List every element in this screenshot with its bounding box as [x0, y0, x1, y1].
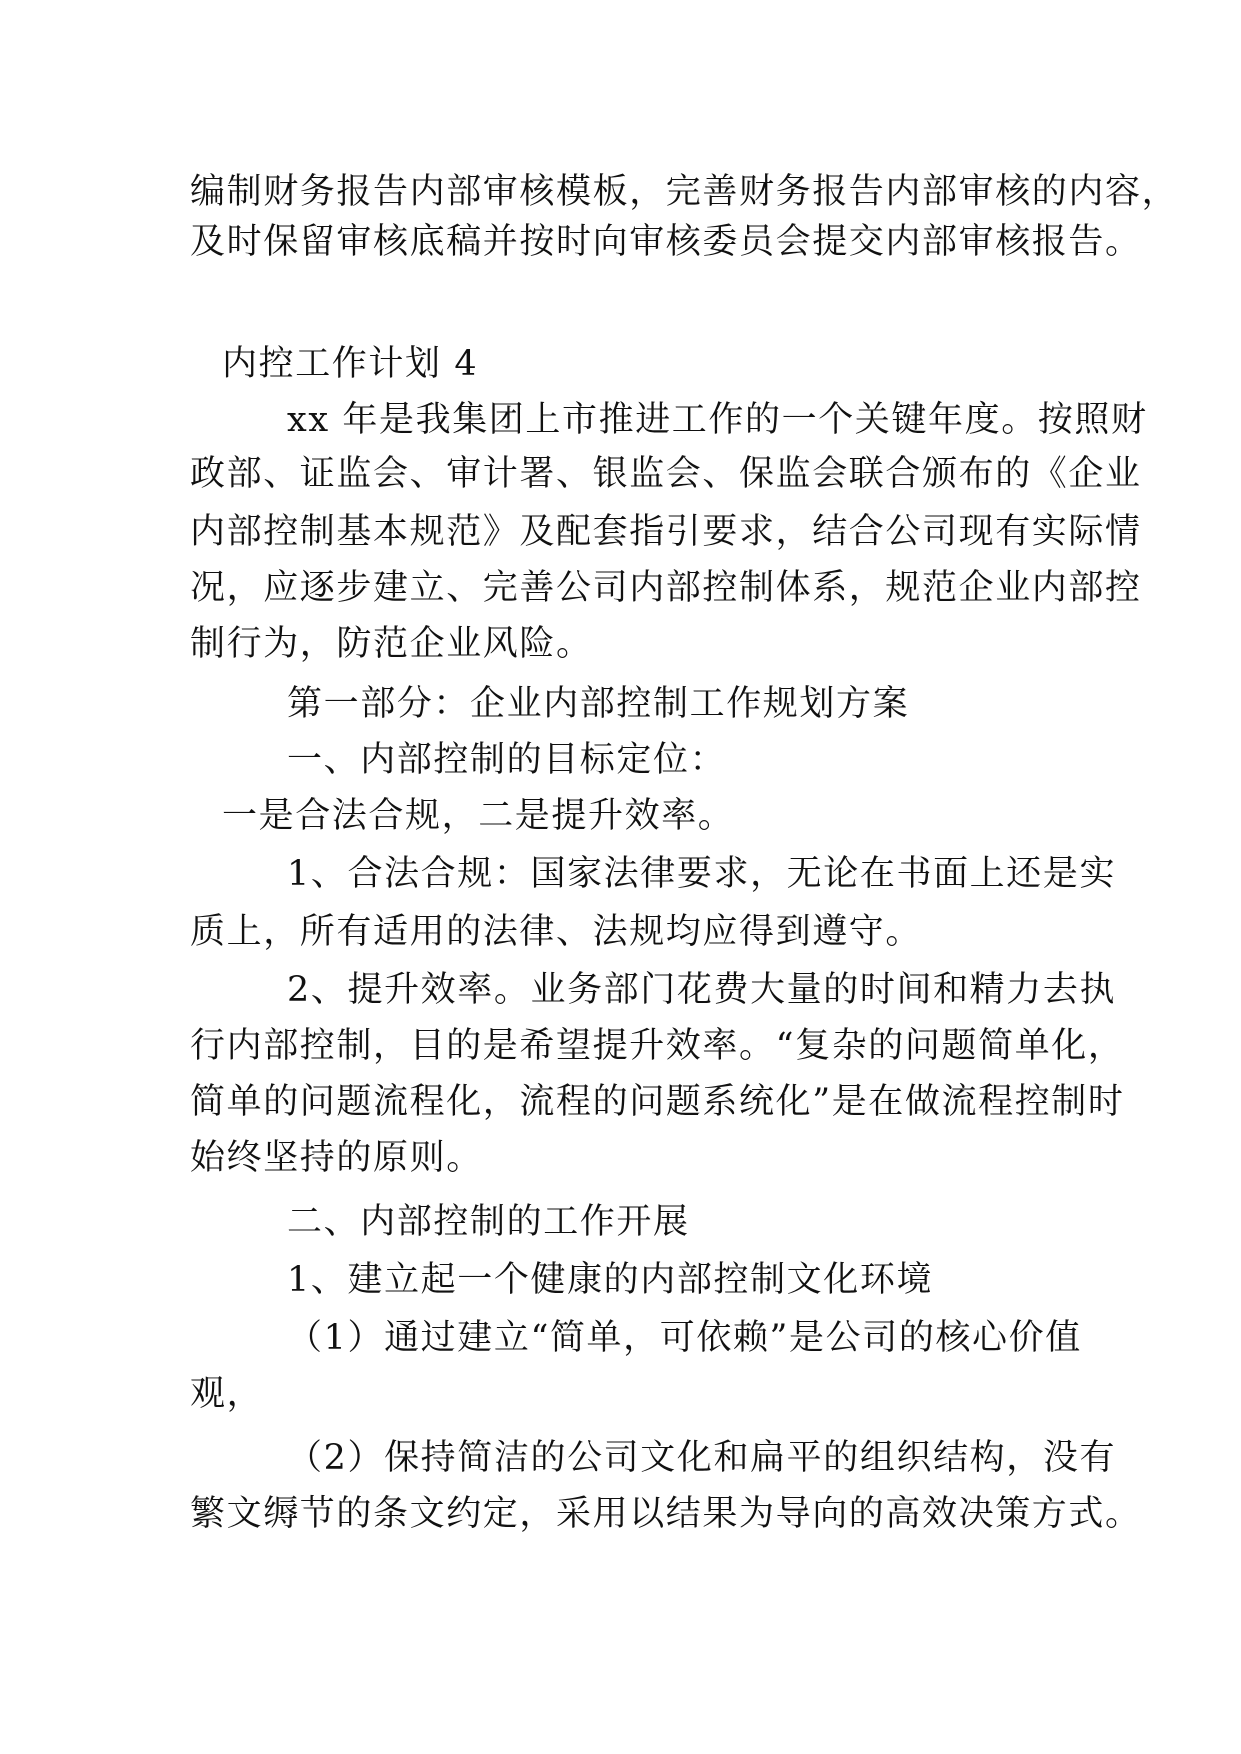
- subsection-2-item-1: 1、建立起一个健康的内部控制文化环境: [287, 1260, 934, 1300]
- intro-line-2: 及时保留审核底稿并按时向审核委员会提交内部审核报告。: [190, 222, 1142, 262]
- item-2-line-4: 始终坚持的原则。: [190, 1138, 483, 1178]
- paragraph-1-line-4: 况，应逐步建立、完善公司内部控制体系，规范企业内部控: [190, 568, 1142, 608]
- subsection-1-text: 一是合法合规，二是提升效率。: [222, 796, 735, 836]
- paren-item-1-line-1: （1）通过建立“简单，可依赖”是公司的核心价值: [287, 1318, 1082, 1358]
- paren-item-1-line-2: 观，: [190, 1374, 264, 1414]
- paragraph-1-line-3: 内部控制基本规范》及配套指引要求，结合公司现有实际情: [190, 512, 1142, 552]
- subsection-2-heading: 二、内部控制的工作开展: [287, 1202, 690, 1242]
- part-1-heading: 第一部分：企业内部控制工作规划方案: [287, 684, 910, 724]
- paragraph-1-line-2: 政部、证监会、审计署、银监会、保监会联合颁布的《企业: [190, 454, 1142, 494]
- item-1-line-2: 质上，所有适用的法律、法规均应得到遵守。: [190, 912, 923, 952]
- item-1-line-1: 1、合法合规：国家法律要求，无论在书面上还是实: [287, 854, 1117, 894]
- paren-item-2-line-1: （2）保持简洁的公司文化和扁平的组织结构，没有: [287, 1438, 1117, 1478]
- paragraph-1-line-1: xx 年是我集团上市推进工作的一个关键年度。按照财: [287, 400, 1148, 440]
- paragraph-1-line-5: 制行为，防范企业风险。: [190, 624, 593, 664]
- item-2-line-1: 2、提升效率。业务部门花费大量的时间和精力去执: [287, 970, 1117, 1010]
- paren-item-2-line-2: 繁文缛节的条文约定，采用以结果为导向的高效决策方式。: [190, 1494, 1142, 1534]
- item-2-line-3: 简单的问题流程化，流程的问题系统化”是在做流程控制时: [190, 1082, 1125, 1122]
- section-title: 内控工作计划 4: [222, 344, 479, 384]
- item-2-line-2: 行内部控制，目的是希望提升效率。“复杂的问题简单化，: [190, 1026, 1125, 1066]
- subsection-1-heading: 一、内部控制的目标定位：: [287, 740, 727, 780]
- intro-line-1: 编制财务报告内部审核模板，完善财务报告内部审核的内容，: [190, 172, 1179, 212]
